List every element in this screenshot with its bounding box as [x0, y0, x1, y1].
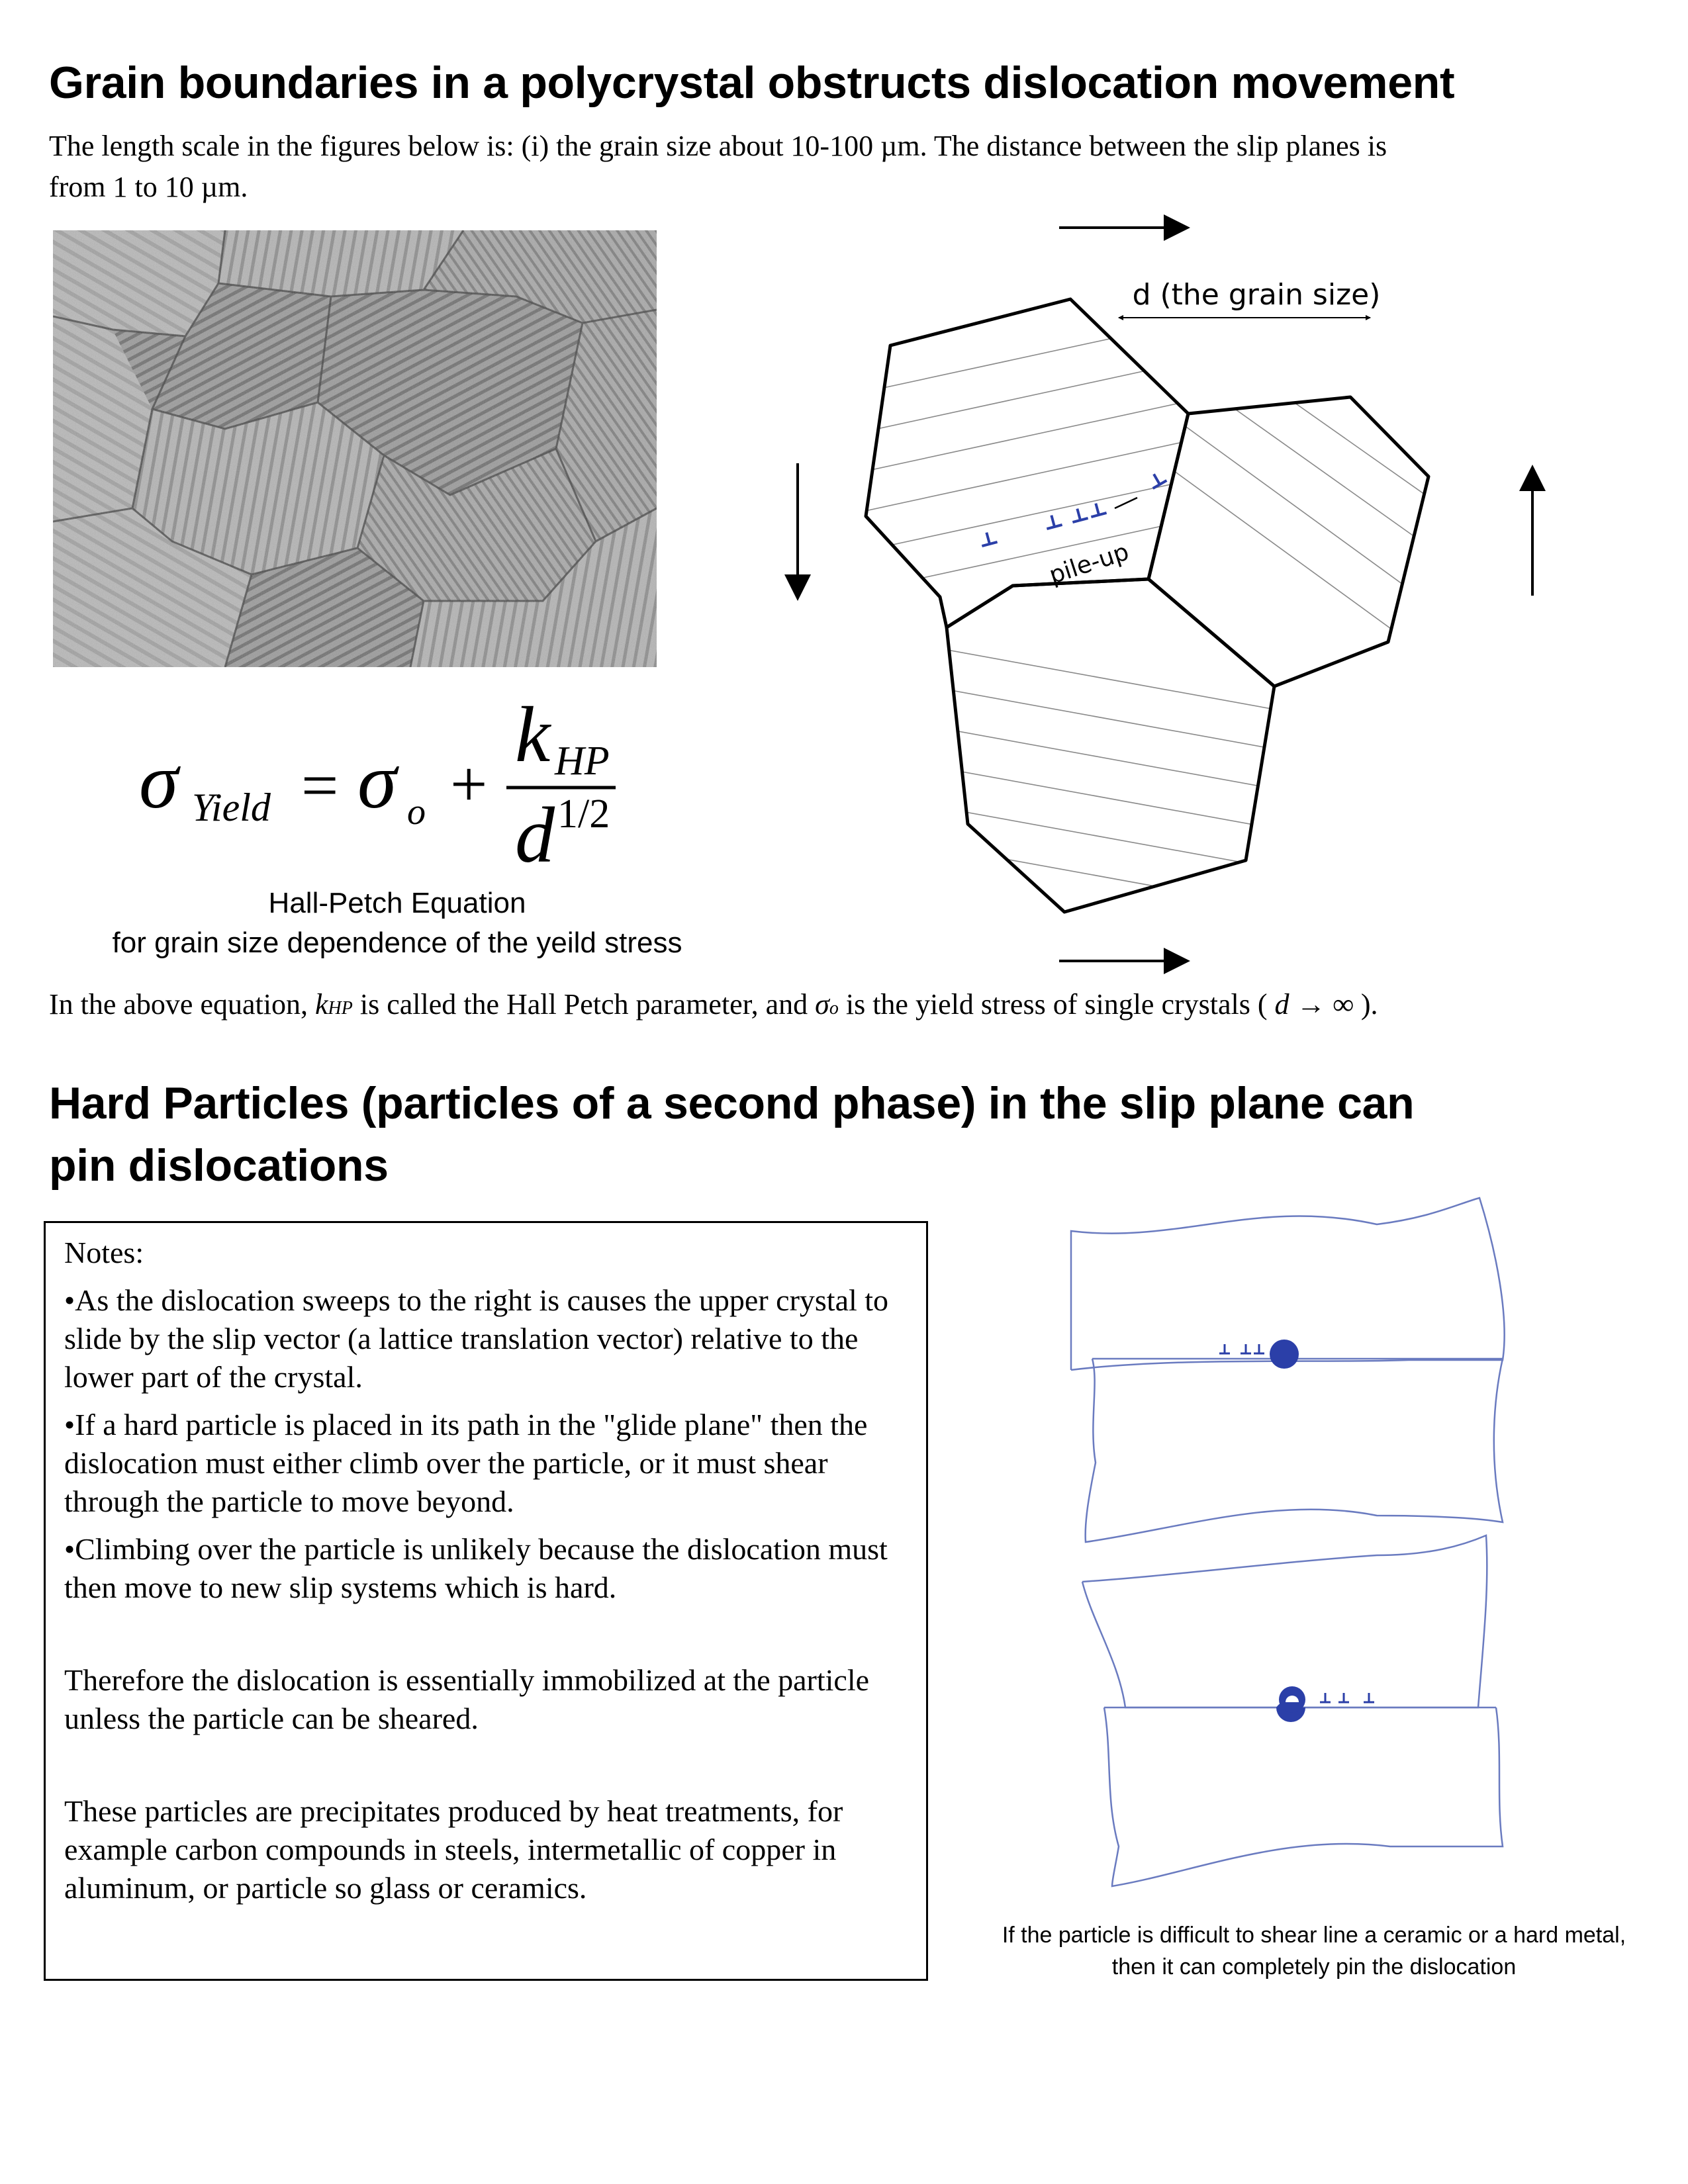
equation-svg [139, 688, 682, 887]
equation-caption-line-2: for grain size dependence of the yeild stress [112, 927, 682, 959]
section1-intro [49, 126, 1651, 208]
grain-right [1149, 397, 1429, 686]
eq-k-sub: HP [555, 739, 610, 784]
eq-yield-sub: Yield [192, 786, 271, 829]
pinning-caption-line-2: then it can completely pin the dislocation [1111, 1954, 1517, 1979]
eq-sigma-o: σ [357, 737, 397, 825]
crystal-2-upper [1082, 1535, 1487, 1707]
pinning-caption [980, 1919, 1648, 1983]
grain-boundary-diagram [774, 199, 1556, 979]
notes-paragraph-2: •If a hard particle is placed in its path in the "glide plane" then the dislocation must either climb over the particle, or it must shear through the particle to move beyond. [64, 1408, 868, 1518]
hard-particle-1 [1270, 1340, 1299, 1369]
explanation-part-4: ). [1360, 988, 1378, 1021]
section2-title [49, 1072, 1651, 1197]
explanation-part-3: is the yield stress of single crystals ( [845, 988, 1268, 1021]
section2-title-line-1: Hard Particles (particles of a second phase) in the slip plane can [49, 1078, 1415, 1128]
explanation-sigma: σ [815, 988, 829, 1021]
notes-paragraph-5: These particles are precipitates produced by heat treatments, for example carbon compounds in steels, intermetallic of copper in aluminum, or particle so glass or ceramics. [64, 1794, 843, 1905]
explanation-sigma-sub: o [829, 998, 839, 1019]
notes-box [44, 1221, 928, 1981]
notes-paragraph-3: •Climbing over the particle is unlikely because the dislocation must then move to new slip systems which is hard. [64, 1532, 888, 1604]
explanation-part-2: is called the Hall Petch parameter, and [359, 988, 808, 1021]
hall-petch-equation [139, 688, 682, 887]
notes-paragraph-4: Therefore the dislocation is essentially immobilized at the particle unless the particle can be sheared. [64, 1663, 870, 1735]
eq-o-sub: o [407, 792, 426, 833]
explanation-k: k [314, 988, 328, 1021]
notes-heading: Notes: [64, 1236, 144, 1269]
eq-d: d [515, 791, 555, 879]
explanation-limit: d → ∞ [1274, 988, 1354, 1021]
equation-caption-line-1: Hall-Petch Equation [268, 887, 526, 919]
intro-line-2: from 1 to 10 µm. [49, 171, 248, 203]
particle-pinning-diagrams [980, 1185, 1642, 1926]
equation-caption [99, 884, 695, 963]
eq-d-sup: 1/2 [557, 792, 610, 837]
crystal-2-lower [1104, 1707, 1503, 1886]
equation-explanation [49, 985, 1664, 1028]
grain-micrograph-image [53, 230, 657, 667]
eq-k: k [515, 690, 551, 778]
pinning-caption-line-1: If the particle is difficult to shear line a ceramic or a hard metal, [1002, 1923, 1626, 1948]
intro-line-1: The length scale in the figures below is: (i) the grain size about 10-100 µm. The distance between the slip planes is [49, 130, 1387, 162]
eq-plus: + [450, 747, 488, 821]
notes-paragraph-1: •As the dislocation sweeps to the right is causes the upper crystal to slide by the slip vector (a lattice translation vector) relative to the lower part of the crystal. [64, 1283, 889, 1394]
eq-equals: = [301, 749, 339, 822]
section1-title: Grain boundaries in a polycrystal obstructs dislocation movement [49, 58, 1455, 108]
grain-size-label: d (the grain size) [1132, 278, 1381, 312]
crystal-1-lower [1086, 1359, 1503, 1542]
explanation-k-sub: HP [328, 998, 353, 1019]
explanation-part-1: In the above equation, [49, 988, 308, 1021]
section2-title-line-2: pin dislocations [49, 1140, 389, 1191]
pileup-label: pile-up [1046, 538, 1133, 590]
grain-bottom [947, 579, 1274, 912]
eq-sigma: σ [139, 737, 179, 825]
